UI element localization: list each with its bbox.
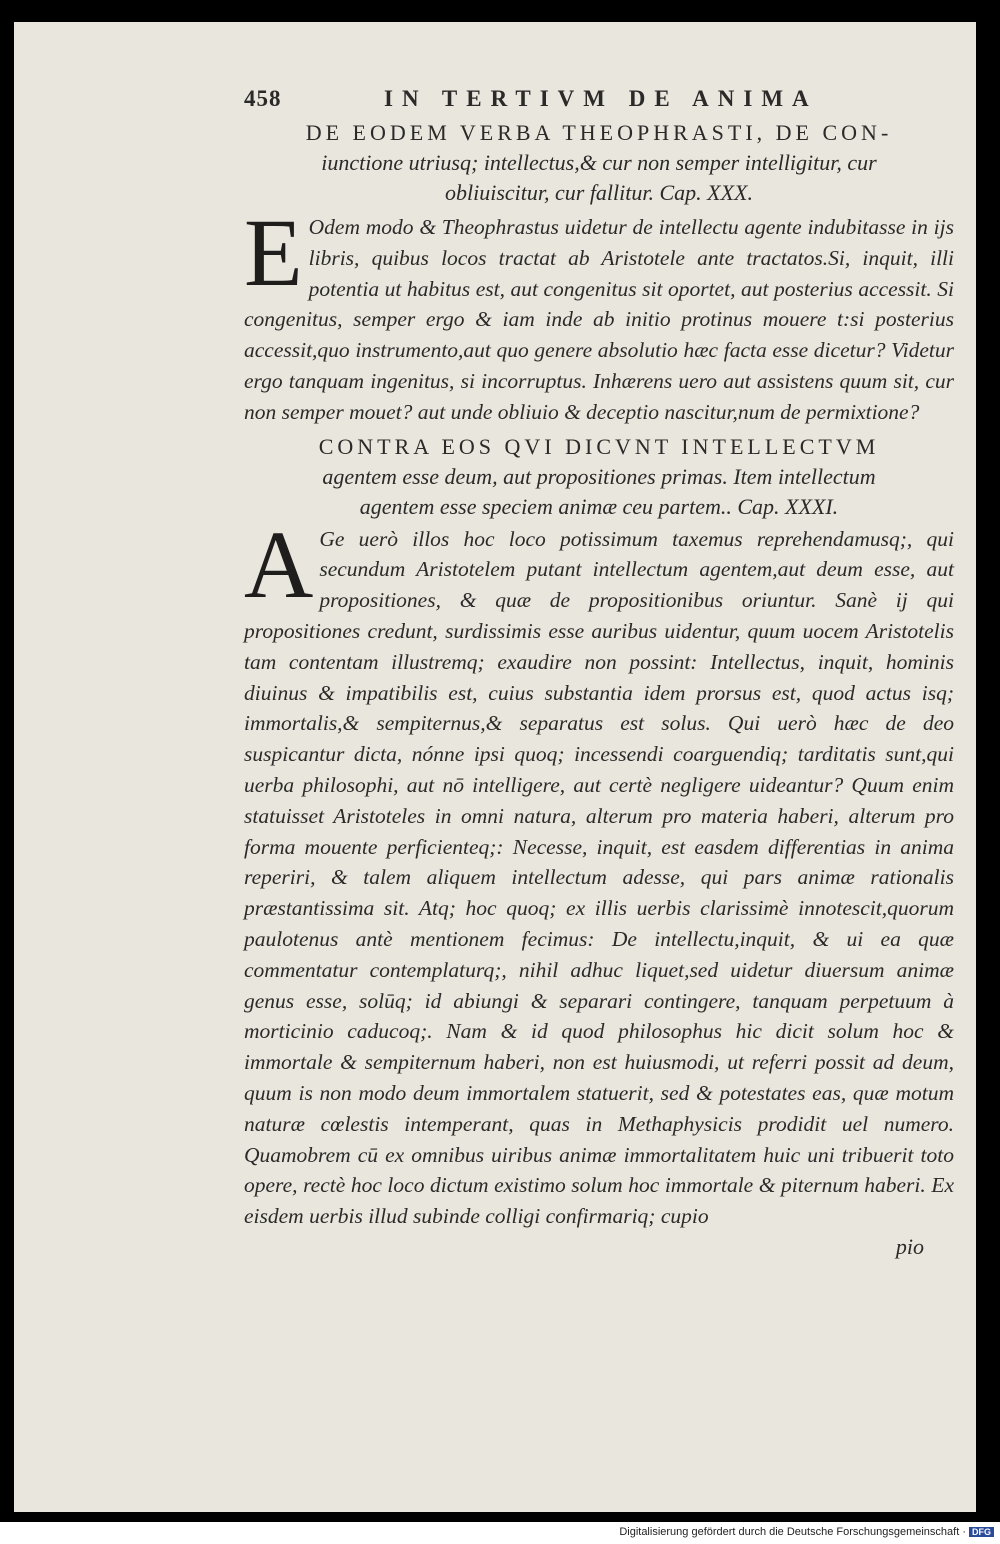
chapter-31-text: Ge uerò illos hoc loco potissimum taxemus reprehendamusq;, qui secundum Aristotelem putant intellectum agentem,aut deum esse, aut propositiones, & quæ de propositionibus oriuntur. Sanè ij qui propositiones credunt, surdissimis esse auribus uidentur, quum uocem Aristotelis tam contentam illustremq; exaudire non possint: Intellectus, inquit, hominis diuinus & impatibilis est, cuius substantia idem prorsus est, quod actus isq; immortalis,& sempiternus,& separatus est solus. Qui uerò hæc de deo suspicantur dicta, nónne ipsi quoq; incessendi coarguendiq; tarditatis sunt,qui uerba philosophi, aut nō intelligere, aut certè negligere uideantur? Quum enim statuisset Aristoteles in omni natura, alterum pro materia haberi, alterum pro forma mouente perficienteq;: Necesse, inquit, est easdem differentias in anima reperiri, & talem aliquem intellectum adesse, qui pars animæ rationalis præstantissima sit. Atq; hoc quoq; ex illis uerbis clarissimè innotescit,quorum paulotenus antè mentionem fecimus: De intellectu,inquit, & ui ea quæ commentatur contemplaturq;, nihil adhuc liquet,sed uidetur diuersum animæ genus esse, solūq; id abiungi & separari contingere, tanquam perpetuum à morticinio caducoq;. Nam & id quod philosophus hic dicit solum hoc & immortale & sempiternum haberi, non est huiusmodi, ut referri possit ad deum, quum is non modo deum immortalem statuerit, sed & potestates eas, quæ motum naturæ cœlestis intemperant, quas in Methaphysicis prodidit uel numero. Quamobrem cū ex omnibus uiribus animæ immortalitatem huic uni tribuerit toto opere, rectè hoc loco dictum existimo solum hoc immortale & piternum haberi. Ex eisdem uerbis illud subinde colligi confirmariq; cupio	[244, 526, 954, 1229]
chapter-30-paragraph	[244, 199, 954, 428]
chapter-30-text: Odem modo & Theophrastus uidetur de intellectu agente indubitasse in ijs libris, quibus locos tractat ab Aristotele ante tractatos.Si, inquit, illi potentia ut habitus est, aut congenitus sit oportet, aut posterius accessit. Si congenitus, semper ergo & iam inde ab initio protinus mouere t:si posterius accessit,quo instrumento,aut quo genere absolutio hæc facta esse dicetur? Videtur ergo tanquam ingenitus, si incorruptus. Inhærens uero aut assistens quum sit, cur non semper mouet? aut unde obliuio & deceptio nascitur,num de permixtione?	[244, 215, 954, 424]
chapter-31-subheading: agentem esse deum, aut propositiones primas. Item intellectum agentem esse speciem animæ ceu partem.. Cap. XXXI.	[322, 463, 876, 519]
page-number: 458	[244, 86, 282, 111]
dfg-logo: DFG	[969, 1527, 994, 1537]
chapter-31-heading: CONTRA EOS QVI DICVNT INTELLECTVM	[318, 433, 880, 459]
running-title: IN TERTIVM DE ANIMA	[384, 86, 818, 111]
chapter-31-paragraph	[244, 510, 954, 1232]
dropcap-e: E	[244, 199, 303, 306]
dropcap-a: A	[244, 510, 314, 618]
book-page	[14, 22, 976, 1512]
chapter-30-subheading: iunctione utriusq; intellectus,& cur non semper intelligitur, cur obliuiscitur, cur fallitur. Cap. XXX.	[321, 150, 877, 205]
running-head	[244, 86, 954, 118]
chapter-30-heading: DE EODEM VERBA THEOPHRASTI, DE CON-	[305, 120, 893, 145]
footer-credit	[619, 1526, 994, 1538]
catchword: pio	[895, 1233, 924, 1259]
page-content	[244, 86, 954, 1260]
footer-text: Digitalisierung gefördert durch die Deutsche Forschungsgemeinschaft ·	[619, 1526, 966, 1538]
